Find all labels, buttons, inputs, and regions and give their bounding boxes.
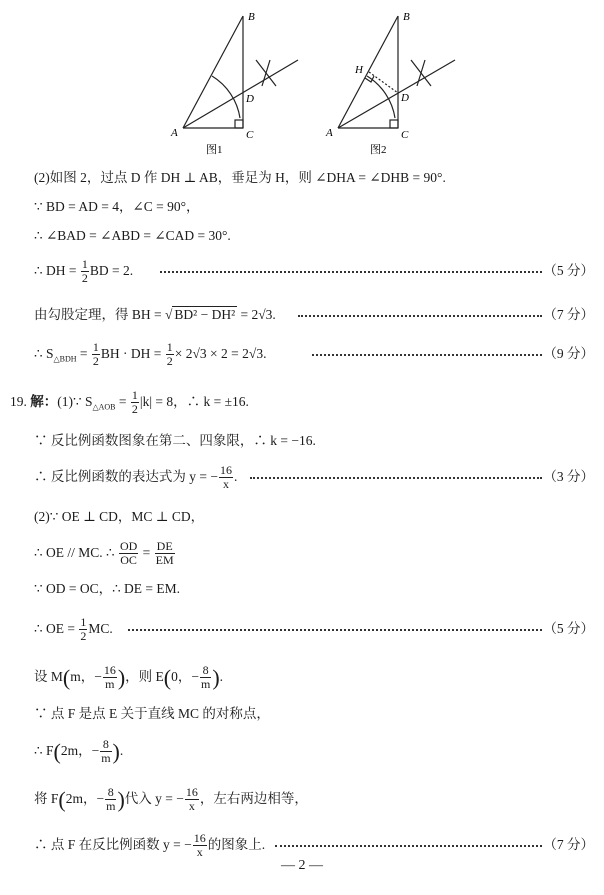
l14-e: 0，− [171, 669, 199, 684]
dot-leader [275, 845, 542, 847]
solution-line-4 [0, 256, 604, 286]
l4-pre: ∴ DH = [34, 263, 77, 278]
fig2-label-h: H [355, 64, 363, 76]
l6-sub: △BDH [53, 354, 77, 364]
fig2-label-a: A [326, 127, 333, 139]
frac-num: 8 [105, 786, 116, 800]
l7-post: |k| = 8，∴ k = ±16. [139, 394, 249, 409]
dot-leader [250, 477, 542, 479]
frac-den: 2 [166, 354, 173, 369]
fig1-label-d: D [246, 93, 254, 105]
frac-den: m [101, 751, 111, 766]
l14-m: m，− [70, 669, 102, 684]
solution-line-14 [0, 662, 604, 692]
frac-num: 16 [185, 785, 198, 800]
text-l12: ∵ OD = OC，∴ DE = EM. [34, 581, 181, 596]
frac-num: 8 [100, 738, 111, 752]
score-label: （7 分） [543, 307, 594, 322]
frac-de-em [155, 540, 175, 567]
l17-m: 2m，− [65, 791, 105, 806]
l14-mid: ，则 E [125, 669, 164, 684]
l6-mid: BH · DH = [100, 346, 162, 361]
dot-leader [298, 315, 542, 317]
text-l11: ∴ OE // MC. ∴ $\frac{OD}{OC}$ = $\frac{DE}{EM}$ [34, 539, 174, 568]
fig2-label-d: D [401, 92, 409, 104]
frac-half-l6b [166, 341, 174, 368]
l5-post: = 2√3. [240, 307, 276, 322]
frac-den: m [106, 799, 116, 814]
text-l1: (2)如图 2，过点 D 作 DH ⊥ AB，垂足为 H，则 ∠DHA = ∠DHB = 90°. [34, 170, 446, 185]
frac-half-l7 [131, 389, 139, 416]
solution-line-10 [0, 502, 604, 532]
frac-16-m-l14 [103, 664, 117, 691]
frac-8-m-l14 [200, 664, 211, 691]
l14-pre: 设 M [34, 669, 63, 684]
text-l10: (2)∵ OE ⊥ CD，MC ⊥ CD， [34, 509, 205, 524]
frac-num: 1 [166, 340, 173, 355]
text-l9: ∴ 反比例函数的表达式为 y = − $\frac{16}{x}$ . [34, 463, 238, 492]
frac-half-l4 [81, 258, 89, 285]
solution-line-13 [0, 614, 604, 644]
text-l7: 19. 解：(1)∵ $S_{\triangle AOB}$ = $\frac{1}{2}$ |k| = 8，∴ k = ±16. [10, 388, 249, 417]
fig1-label-a: A [171, 127, 178, 139]
frac-8-m-l16 [100, 738, 111, 765]
fig1-caption: 图1 [206, 144, 223, 156]
text-l13 [34, 614, 113, 644]
frac-num: 1 [80, 615, 87, 630]
solution-line-5 [0, 300, 604, 330]
fig2-label-b: B [403, 11, 410, 23]
l9-pre: ∴ 反比例函数的表达式为 y = − [34, 469, 218, 484]
frac-od-oc [119, 540, 138, 567]
text-l15: ∵ 点 F 是点 E 关于直线 MC 的对称点， [34, 706, 270, 721]
solution-line-16 [0, 736, 604, 766]
l13-pre: ∴ OE = [34, 621, 75, 636]
score-label: （3 分） [543, 469, 594, 484]
text-l3: ∴ ∠BAD = ∠ABD = ∠CAD = 30°. [34, 228, 231, 243]
fig1-label-c: C [246, 129, 254, 141]
text-l18 [34, 830, 265, 860]
frac-den: x [188, 799, 195, 814]
text-l6: ∴ $S_{\triangle BDH}$ = $\frac{1}{2}$ BH · DH = $\frac{1}{2}$ × 2√3 × 2 = 2√3. [34, 340, 267, 369]
l6-pre: ∴ S [34, 346, 54, 361]
text-l14: 设 M(m，− $\frac{16}{m}$ )，则 E(0，− $\frac{8}{m}$ ). [34, 663, 224, 692]
dot-leader [312, 354, 542, 356]
l17-mid: 代入 y = − [124, 791, 184, 806]
l16-m: 2m，− [60, 743, 100, 758]
frac-den: m [201, 677, 211, 692]
solution-label: 解： [30, 394, 58, 409]
frac-den: x [196, 845, 203, 860]
l18-pre: ∴ 点 F 在反比例函数 y = − [34, 837, 192, 852]
solution-line-9 [0, 462, 604, 492]
frac-den: 2 [80, 629, 87, 644]
frac-den: EM [155, 553, 174, 568]
l11-pre: ∴ OE // MC. ∴ [34, 545, 115, 560]
frac-num: DE [156, 539, 173, 554]
l16-pre: ∴ F [34, 743, 54, 758]
l13-post: MC. [88, 621, 113, 636]
frac-8-m-l17 [105, 786, 116, 813]
frac-16-x-l9 [219, 464, 233, 491]
frac-half-l6a [92, 341, 100, 368]
solution-line-1 [0, 163, 604, 193]
l5-pre: 由勾股定理，得 BH = [34, 307, 162, 322]
frac-num: 1 [81, 257, 88, 272]
solution-line-8 [0, 426, 604, 456]
solution-line-6 [0, 339, 604, 369]
solution-line-2 [0, 192, 604, 222]
solution-line-18 [0, 830, 604, 860]
score-label: （5 分） [543, 263, 594, 278]
frac-num: 8 [200, 664, 211, 678]
text-l17: 将 F(2m，− $\frac{8}{m}$ )代入 y = − $\frac{16}{x}$ ，左右两边相等， [34, 785, 308, 814]
frac-16-x-l17 [185, 786, 199, 813]
question-number: 19. [10, 394, 27, 409]
frac-den: 2 [131, 402, 138, 417]
score-label: （9 分） [543, 346, 594, 361]
text-l16: ∴ F(2m，− $\frac{8}{m}$ ). [34, 737, 124, 766]
figure-1 [183, 16, 298, 128]
fig2-caption: 图2 [370, 144, 387, 156]
l7-pre: (1)∵ S [57, 394, 93, 409]
frac-den: 2 [81, 271, 88, 286]
frac-num: 16 [193, 831, 206, 846]
solution-line-3 [0, 221, 604, 251]
fig1-label-b: B [248, 11, 255, 23]
l18-post: 的图象上. [207, 837, 266, 852]
text-l4 [34, 256, 133, 286]
solution-line-15 [0, 699, 604, 729]
text-l5: 由勾股定理，得 BH = √ BD² − DH² = 2√3. [34, 307, 276, 322]
figures [0, 0, 604, 165]
score-label: （7 分） [543, 837, 594, 852]
l4-post: BD = 2. [89, 263, 134, 278]
frac-num: 16 [103, 663, 116, 678]
frac-half-l13 [79, 616, 87, 643]
solution-line-12 [0, 574, 604, 604]
frac-num: 1 [92, 340, 99, 355]
text-l8: ∵ 反比例函数图象在第二、四象限，∴ k = −16. [34, 433, 316, 448]
score-label: （5 分） [543, 621, 594, 636]
frac-num: 16 [219, 463, 232, 478]
frac-num: 1 [131, 388, 138, 403]
dot-leader [160, 271, 542, 273]
solution-line-17 [0, 784, 604, 814]
frac-den: 2 [92, 354, 99, 369]
text-l2: ∵ BD = AD = 4，∠C = 90°， [34, 199, 200, 214]
frac-16-x-l18 [193, 832, 207, 859]
frac-den: m [105, 677, 115, 692]
l5-radicand: BD² − DH² [174, 307, 236, 322]
solution-line-7 [0, 387, 604, 417]
frac-den: OC [120, 553, 137, 568]
frac-num: OD [119, 539, 138, 554]
solution-line-11 [0, 538, 604, 568]
l7-sub: △AOB [92, 402, 116, 412]
frac-den: x [222, 477, 229, 492]
l6-post: × 2√3 × 2 = 2√3. [174, 346, 267, 361]
dot-leader [128, 629, 542, 631]
page-number: — 2 — [281, 858, 323, 873]
l17-post: ，左右两边相等， [199, 791, 308, 806]
fig2-label-c: C [401, 129, 409, 141]
l17-pre: 将 F [34, 791, 59, 806]
